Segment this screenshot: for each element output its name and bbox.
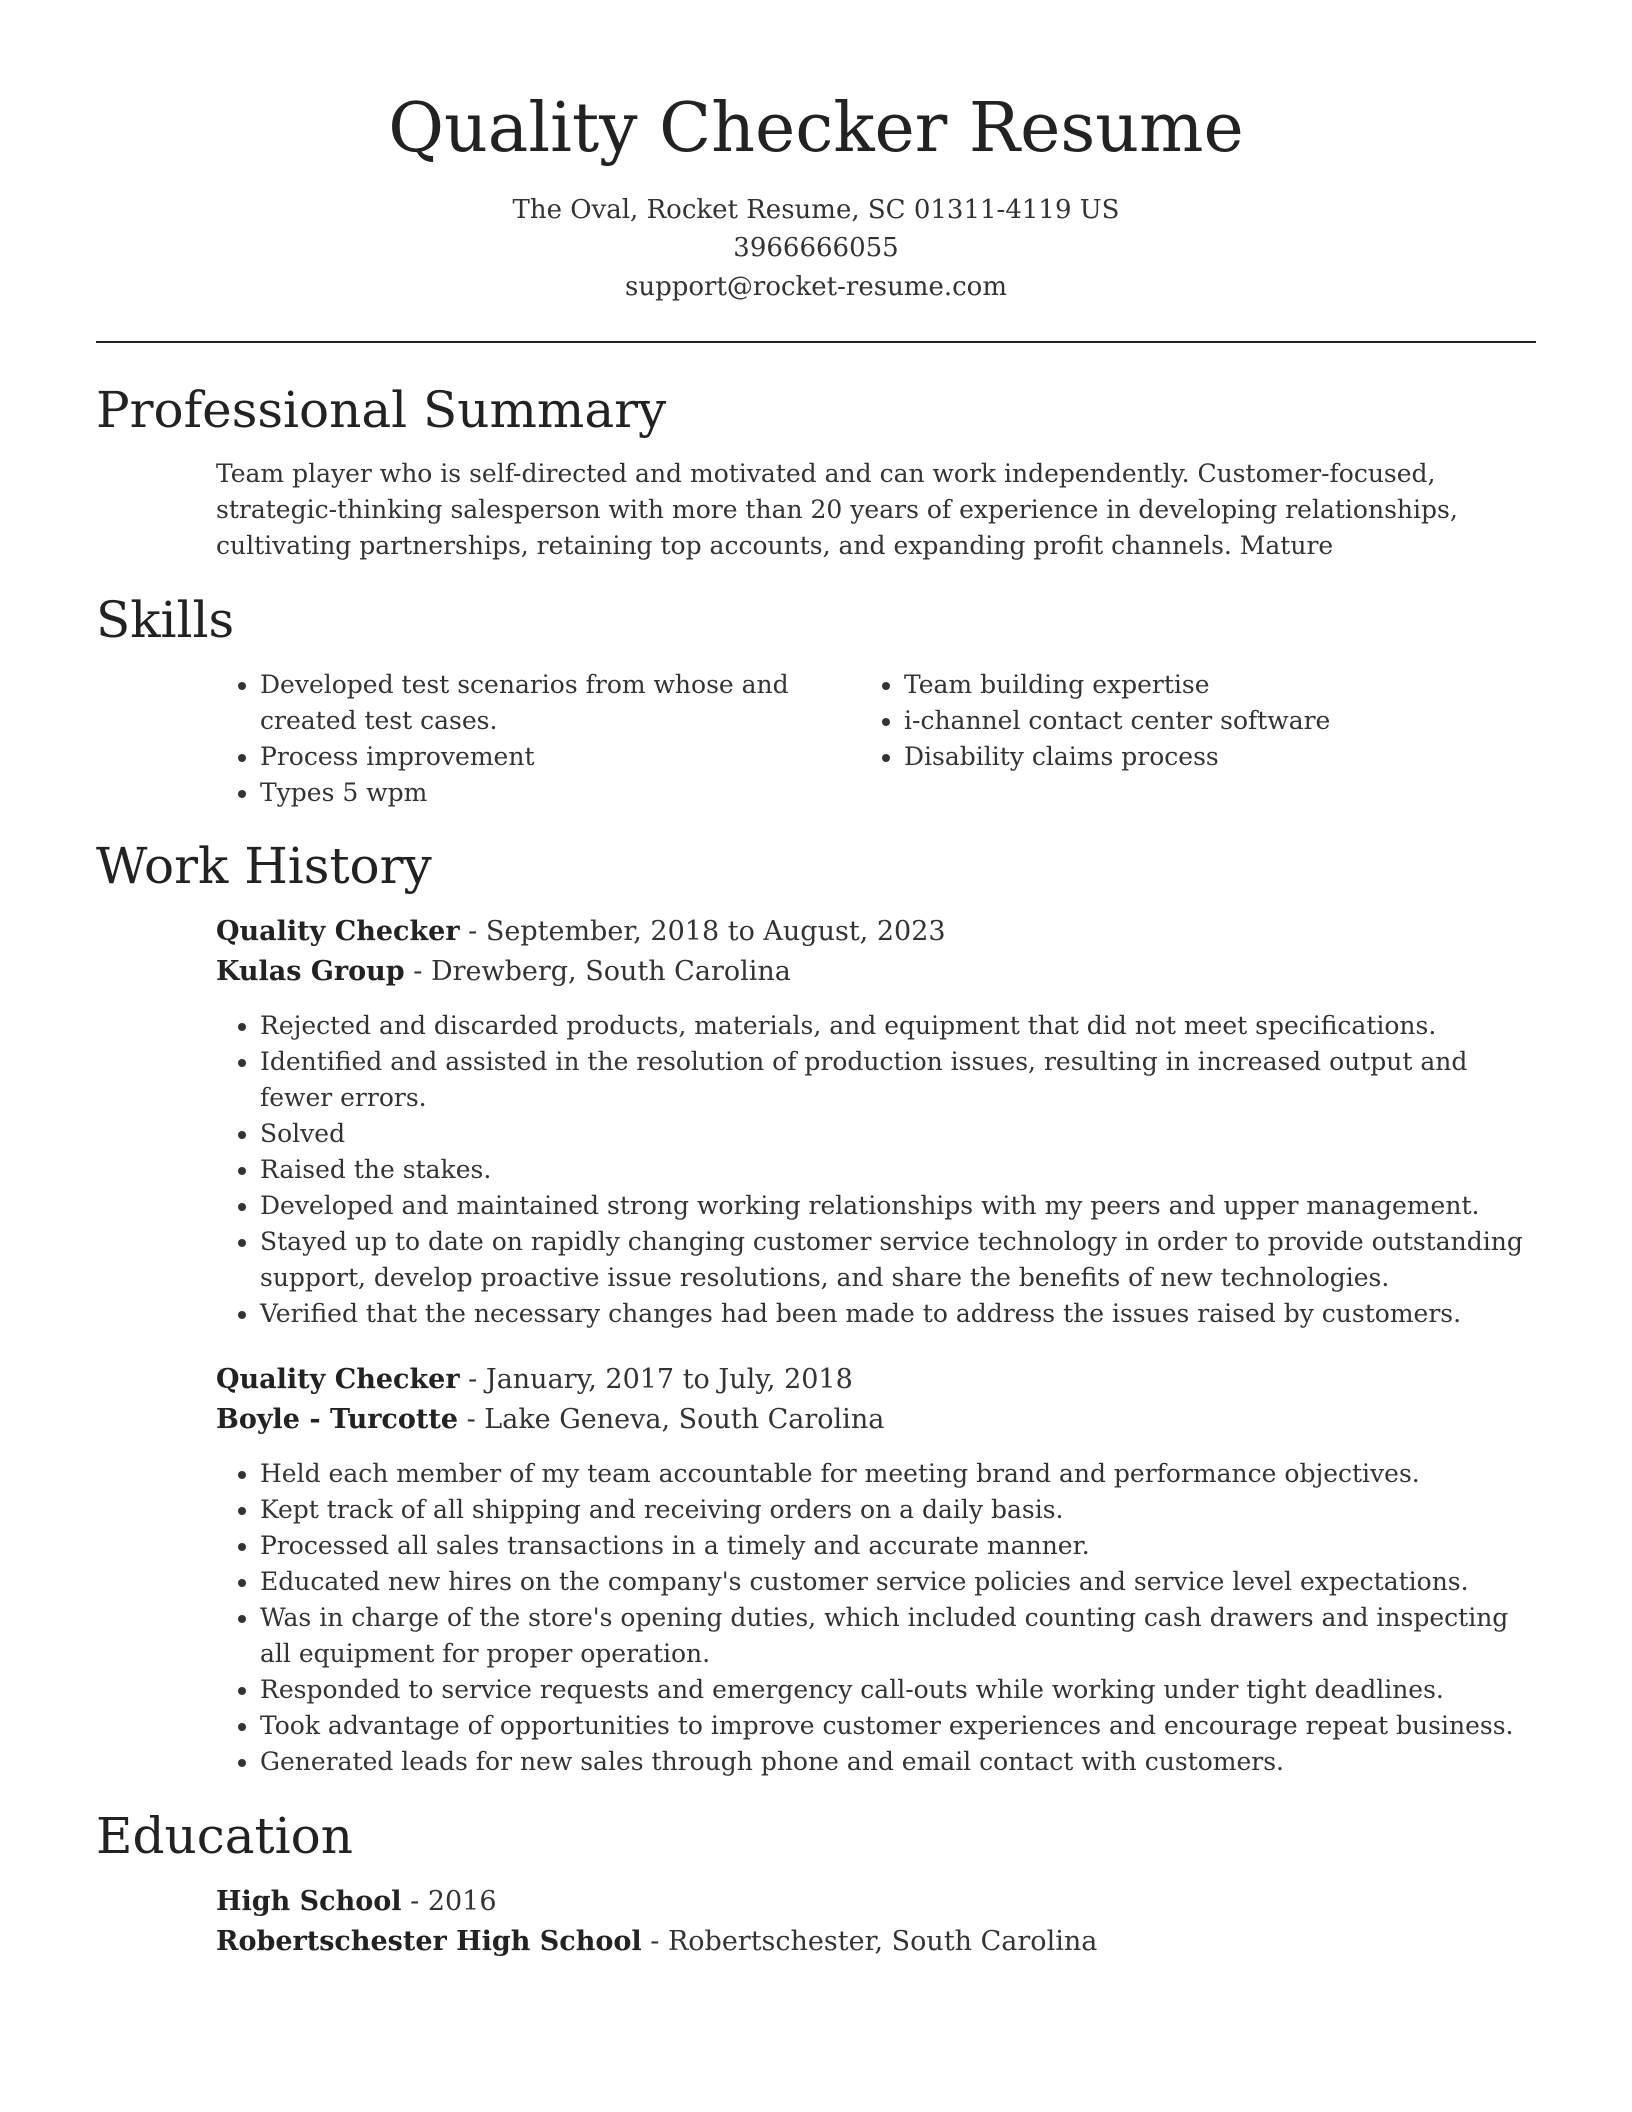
education-degree-line <box>216 1882 497 1922</box>
resume-title: Quality Checker Resume <box>388 89 1244 168</box>
skill-item: • Team building expertise <box>904 667 1524 703</box>
job-title: Quality Checker <box>216 916 460 947</box>
job-bullet: • Held each member of my team accountable for meeting brand and performance objectives. <box>260 1456 1530 1492</box>
job-bullet: • Raised the stakes. <box>260 1152 1530 1188</box>
job-bullet: • Verified that the necessary changes had been made to address the issues raised by customers. <box>260 1296 1530 1332</box>
skills-list-left <box>216 667 860 811</box>
job-dates: - September, 2018 to August, 2023 <box>459 916 946 947</box>
education-degree: High School <box>216 1886 402 1917</box>
job-title-line <box>216 1360 853 1400</box>
education-location: - Robertschester, South Carolina <box>641 1926 1098 1957</box>
job-title: Quality Checker <box>216 1364 460 1395</box>
job-company: Boyle - Turcotte <box>216 1404 458 1435</box>
work-history-heading: Work History <box>96 837 432 895</box>
job-bullet: • Developed and maintained strong working relationships with my peers and upper management. <box>260 1188 1530 1224</box>
job-location: - Lake Geneva, South Carolina <box>458 1404 885 1435</box>
contact-address: The Oval, Rocket Resume, SC 01311-4119 US <box>512 195 1120 225</box>
job-bullet: • Rejected and discarded products, materials, and equipment that did not meet specifications. <box>260 1008 1530 1044</box>
job-bullets <box>216 1456 1530 1780</box>
job-bullet: • Responded to service requests and emergency call-outs while working under tight deadlines. <box>260 1672 1530 1708</box>
job-bullet: • Solved <box>260 1116 1530 1152</box>
skill-item: • Types 5 wpm <box>260 775 860 811</box>
job-bullet: • Kept track of all shipping and receiving orders on a daily basis. <box>260 1492 1530 1528</box>
skill-item: • Developed test scenarios from whose and created test cases. <box>260 667 860 739</box>
education-year: - 2016 <box>401 1886 497 1917</box>
job-dates: - January, 2017 to July, 2018 <box>459 1364 853 1395</box>
education-school-line <box>216 1922 1097 1962</box>
job-company-line <box>216 952 791 992</box>
job-company-line <box>216 1400 884 1440</box>
job-bullet: • Generated leads for new sales through phone and email contact with customers. <box>260 1744 1530 1780</box>
education-school: Robertschester High School <box>216 1926 642 1957</box>
job-location: - Drewberg, South Carolina <box>404 956 791 987</box>
job-bullet: • Processed all sales transactions in a timely and accurate manner. <box>260 1528 1530 1564</box>
job-title-line <box>216 912 946 952</box>
skill-item: • Process improvement <box>260 739 860 775</box>
skill-item: • Disability claims process <box>904 739 1524 775</box>
education-heading: Education <box>96 1807 353 1865</box>
job-bullet: • Identified and assisted in the resolution of production issues, resulting in increased output and fewer errors. <box>260 1044 1530 1116</box>
contact-email: support@rocket-resume.com <box>624 272 1007 302</box>
contact-phone: 3966666055 <box>733 233 899 263</box>
job-bullet: • Educated new hires on the company's customer service policies and service level expectations. <box>260 1564 1530 1600</box>
job-bullet: • Took advantage of opportunities to improve customer experiences and encourage repeat business. <box>260 1708 1530 1744</box>
skills-list-right <box>860 667 1524 775</box>
summary-heading: Professional Summary <box>96 381 667 439</box>
skills-heading: Skills <box>96 591 235 649</box>
job-company: Kulas Group <box>216 956 405 987</box>
summary-text: Team player who is self-directed and motivated and can work independently. Customer-focused, strategic-thinking salesperson with more than 20 years of experience in developing relationships, cultivating partnerships, retaining top accounts, and expanding profit channels. Mature <box>216 459 1458 560</box>
job-bullets <box>216 1008 1530 1332</box>
job-bullet: • Stayed up to date on rapidly changing customer service technology in order to provide outstanding support, develop proactive issue resolutions, and share the benefits of new technologies. <box>260 1224 1530 1296</box>
job-bullet: • Was in charge of the store's opening duties, which included counting cash drawers and inspecting all equipment for proper operation. <box>260 1600 1530 1672</box>
skill-item: • i-channel contact center software <box>904 703 1524 739</box>
header-divider <box>96 341 1536 343</box>
